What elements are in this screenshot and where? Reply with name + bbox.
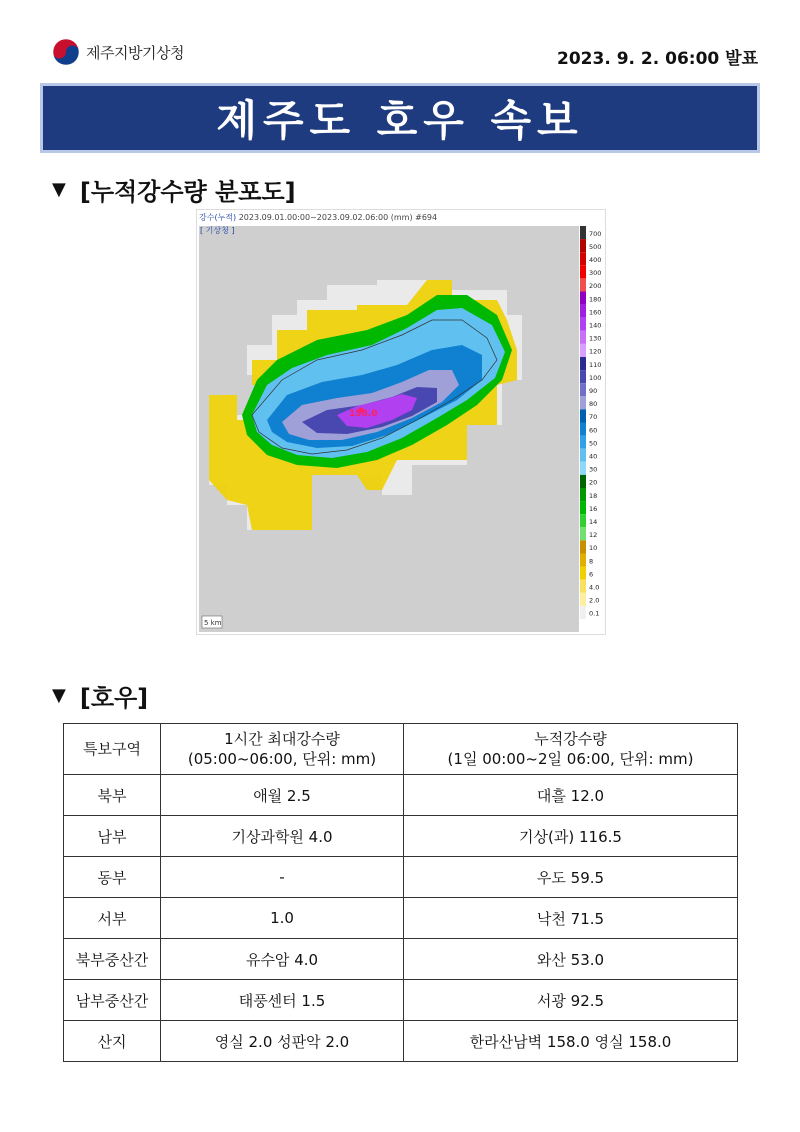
legend-label: 110: [589, 360, 602, 369]
legend-swatch: [580, 383, 586, 396]
table-row: [64, 775, 738, 816]
map-source-label: [ 기상청 ]: [200, 226, 235, 235]
legend-label: 30: [589, 465, 598, 474]
table-row: [64, 816, 738, 857]
cell-cumulative: 낙천 71.5: [404, 898, 738, 939]
cell-cumulative: 서광 92.5: [404, 980, 738, 1021]
legend-swatch: [580, 239, 586, 252]
legend-label: 50: [589, 439, 598, 448]
kma-logo: [52, 38, 184, 66]
cell-cumulative: 우도 59.5: [404, 857, 738, 898]
legend-label: 40: [589, 452, 598, 461]
legend-swatch: [580, 357, 586, 370]
legend-label: 200: [589, 282, 602, 291]
legend-label: 180: [589, 295, 602, 304]
legend-swatch: [580, 265, 586, 278]
legend-swatch: [580, 226, 586, 239]
legend-label: 700: [589, 229, 602, 238]
legend-label: 90: [589, 387, 598, 396]
table-row: [64, 1021, 738, 1062]
legend-label: 400: [589, 256, 602, 265]
legend-label: 10: [589, 544, 598, 553]
issue-date: 2023. 9. 2. 06:00 발표: [557, 49, 758, 69]
legend-swatch: [580, 292, 586, 305]
legend-swatch: [580, 331, 586, 344]
table-row: [64, 939, 738, 980]
legend-label: 80: [589, 400, 598, 409]
cell-hourly: -: [161, 857, 404, 898]
legend-swatch: [580, 344, 586, 357]
legend-swatch: [580, 423, 586, 436]
legend-swatch: [580, 409, 586, 422]
cell-cumulative: 기상(과) 116.5: [404, 816, 738, 857]
cell-hourly: 애월 2.5: [161, 775, 404, 816]
legend-label: 6: [589, 570, 594, 579]
title-banner: [40, 83, 760, 153]
legend-swatch: [580, 436, 586, 449]
header-cumulative-title: 누적강수량: [534, 730, 607, 748]
legend-label: 70: [589, 413, 598, 422]
legend-label: 140: [589, 321, 602, 330]
map-caption: [199, 212, 437, 223]
legend-swatch: [580, 606, 586, 619]
legend-swatch: [580, 370, 586, 383]
legend-swatch: [580, 318, 586, 331]
legend-swatch: [580, 567, 586, 580]
map-scale-label: 5 km: [204, 619, 222, 627]
header-hourly: [161, 724, 404, 775]
legend-label: 20: [589, 478, 598, 487]
cell-region: 남부중산간: [64, 980, 161, 1021]
triangle-down-icon: ▼: [52, 685, 66, 706]
legend-swatch: [580, 305, 586, 318]
org-name: 제주지방기상청: [86, 43, 184, 62]
legend-label: 60: [589, 426, 598, 435]
taegeuk-logo-icon: [52, 38, 80, 66]
header-region: 특보구역: [64, 724, 161, 775]
header-cumulative: [404, 724, 738, 775]
cell-region: 서부: [64, 898, 161, 939]
legend-label: 8: [589, 557, 594, 566]
cell-hourly: 태풍센터 1.5: [161, 980, 404, 1021]
header-hourly-sub: (05:00~06:00, 단위: mm): [187, 750, 377, 768]
legend-swatch: [580, 514, 586, 527]
legend-label: 100: [589, 373, 602, 382]
legend-swatch: [580, 580, 586, 593]
legend-label: 4.0: [589, 583, 600, 592]
legend-label: 120: [589, 347, 602, 356]
section-rain-title: [호우]: [79, 684, 149, 712]
header-cumulative-sub: (1일 00:00~2일 06:00, 단위: mm): [447, 750, 694, 768]
map-legend: [580, 226, 601, 619]
page-title: 제주도 호우 속보: [216, 96, 584, 145]
table-row: [64, 980, 738, 1021]
table-row: [64, 857, 738, 898]
legend-swatch: [580, 540, 586, 553]
legend-label: 2.0: [589, 596, 600, 605]
max-rainfall-label: 158.0: [349, 409, 378, 419]
legend-swatch: [580, 462, 586, 475]
cell-hourly: 영실 2.0 성판악 2.0: [161, 1021, 404, 1062]
legend-swatch: [580, 475, 586, 488]
legend-swatch: [580, 554, 586, 567]
cell-region: 북부: [64, 775, 161, 816]
table-header-row: [64, 724, 738, 775]
cell-region: 산지: [64, 1021, 161, 1062]
section-rain-heading: [52, 678, 148, 713]
legend-label: 16: [589, 504, 598, 513]
section-map-title: [누적강수량 분포도]: [79, 178, 296, 206]
legend-swatch: [580, 488, 586, 501]
legend-label: 130: [589, 334, 602, 343]
legend-label: 18: [589, 491, 598, 500]
cell-hourly: 유수암 4.0: [161, 939, 404, 980]
legend-label: 500: [589, 242, 602, 251]
legend-swatch: [580, 252, 586, 265]
rainfall-map: [196, 209, 606, 635]
cell-hourly: 기상과학원 4.0: [161, 816, 404, 857]
header-hourly-title: 1시간 최대강수량: [224, 730, 340, 748]
cell-cumulative: 와산 53.0: [404, 939, 738, 980]
section-map-heading: [52, 172, 296, 207]
legend-label: 14: [589, 518, 598, 527]
rainfall-table: [63, 723, 738, 1062]
legend-swatch: [580, 278, 586, 291]
legend-swatch: [580, 396, 586, 409]
legend-swatch: [580, 527, 586, 540]
cell-cumulative: 대흘 12.0: [404, 775, 738, 816]
cell-region: 북부중산간: [64, 939, 161, 980]
map-caption-label: 강수(누적): [199, 213, 237, 222]
legend-swatch: [580, 449, 586, 462]
map-caption-period: 2023.09.01.00:00~2023.09.02.06:00 (mm) #694: [238, 213, 438, 222]
legend-label: 0.1: [589, 609, 600, 618]
legend-label: 12: [589, 531, 598, 540]
rainfall-map-graphic: [197, 210, 605, 634]
cell-hourly: 1.0: [161, 898, 404, 939]
cell-cumulative: 한라산남벽 158.0 영실 158.0: [404, 1021, 738, 1062]
legend-label: 300: [589, 269, 602, 278]
cell-region: 동부: [64, 857, 161, 898]
legend-label: 160: [589, 308, 602, 317]
table-row: [64, 898, 738, 939]
cell-region: 남부: [64, 816, 161, 857]
triangle-down-icon: ▼: [52, 179, 66, 200]
legend-swatch: [580, 501, 586, 514]
legend-swatch: [580, 593, 586, 606]
page-header: [52, 38, 758, 74]
